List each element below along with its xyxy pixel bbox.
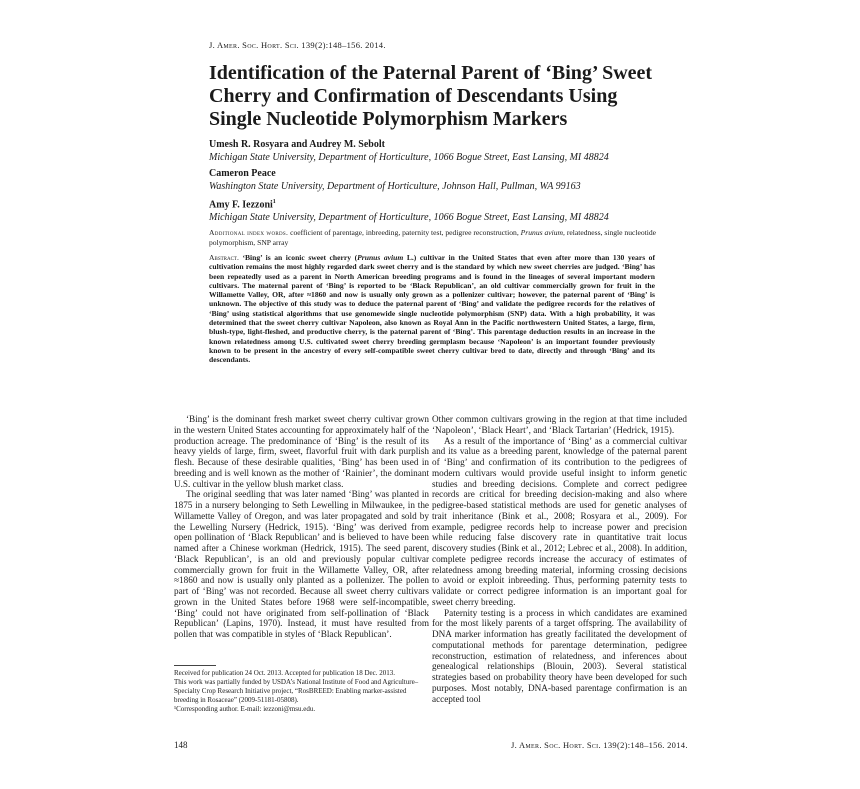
author-block-2 <box>209 167 679 193</box>
footnote: Received for publication 24 Oct. 2013. Accepted for publication 18 Dec. 2013. <box>174 669 396 677</box>
author-name: Cameron Peace <box>209 168 276 179</box>
footnote: ¹Corresponding author. E-mail: iezzoni@msu.edu. <box>174 704 316 713</box>
page-number: 148 <box>174 740 188 750</box>
footnote: This work was partially funded by USDA’s National Institute of Food and Agriculture–Specialty Crop Research Initiative project, “RosBREED: Enabling marker-assisted breeding in Rosaceae” (2009-51181-05808). <box>174 677 419 704</box>
keywords-label: Additional index words. <box>209 228 289 237</box>
abstract-text-start: ‘Bing’ is an iconic sweet cherry ( <box>242 253 358 262</box>
author-affiliation: Michigan State University, Department of Horticulture, 1066 Bogue Street, East Lansing, MI 48824 <box>209 152 609 163</box>
author-affiliation: Washington State University, Department of Horticulture, Johnson Hall, Pullman, WA 99163 <box>209 181 581 192</box>
body-paragraph: ‘Bing’ is the dominant fresh market sweet cherry cultivar grown in the western United States accounting for approximately half of the production acreage. The predominance of ‘Bing’ is the result of its heavy yields of large, firm, sweet, flavorful fruit with dark purplish flesh. Because of these desirable qualities, ‘Bing’ has been used in breeding and is well known as the mother of ‘Rainier’, the dominant U.S. cultivar in the yellow blush market class. <box>174 414 429 489</box>
body-paragraph: Paternity testing is a process in which candidates are examined for the most likely parents of a target offspring. The availability of DNA marker information has greatly facilitated the development of computational methods for parentage determination, pedigree reconstruction, estimation of relatedness, and inferences about genealogical relationships (Blouin, 2003). Several statistical strategies based on probability theory have been developed for such purposes. Most notably, DNA-based parentage confirmation is an accepted tool <box>432 607 687 704</box>
author-block-3 <box>209 196 679 224</box>
abstract-block <box>209 253 655 365</box>
abstract-text-rest: L.) cultivar in the United States that even after more than 130 years of cultivation remains the most highly regarded dark sweet cherry and is the standard by which new sweet cherries are judged. ‘Bing’ has been repeatedly used as a parent in North American breeding programs and is found in the lineages of several important modern cultivars. The maternal parent of ‘Bing’ is reported to be ‘Black Republican’, an old cultivar commercially grown for fruit in the Willamette Valley, OR, after ≈1860 and now is usually only grown as a pollenizer cultivar; however, the paternal parent of ‘Bing’ is unknown. The objective of this study was to deduce the paternal parent of ‘Bing’ and validate the pedigree records for the relatives of ‘Bing’ using statistical algorithms that use genomewide single nucleotide polymorphism (SNP) data. With a high probability, it was determined that the sweet cherry cultivar Napoleon, also known as Royal Ann in the Pacific northwestern United States, a large, firm, blush-type, light-fleshed, and productive cherry, is the paternal parent of ‘Bing’. This parentage deduction results in an increase in the known relatedness among U.S. cultivated sweet cherry breeding germplasm because ‘Napoleon’ is an important founder previously known to be present in the ancestry of every self-compatible sweet cherry cultivar bred to date, directly and through ‘Bing’ and its descendants. <box>209 253 656 365</box>
author-affiliation: Michigan State University, Department of Horticulture, 1066 Bogue Street, East Lansing, MI 48824 <box>209 212 609 224</box>
body-paragraph: As a result of the importance of ‘Bing’ as a commercial cultivar and its value as a breeding parent, knowledge of the paternal parent of ‘Bing’ and confirmation of its contribution to the pedigrees of modern cultivars would provide useful insight to inform genetic studies and breeding decisions. Complete and correct pedigree records are critical for breeding decision-making and also where pedigree-based statistical methods are used for genetic analyses of trait inheritance (Bink et al., 2008; Rosyara et al., 2009). For example, pedigree records help to increase power and precision while reducing false discovery rate in quantitative trait locus discovery studies (Bink et al., 2012; Lebrec et al., 2008). In addition, complete pedigree records increase the accuracy of estimates of relatedness among breeding material, informing crossing decisions to avoid or exploit inbreeding. Thus, performing paternity tests to validate or correct pedigree information is an important goal for sweet cherry breeding. <box>432 435 687 607</box>
journal-header-citation: J. Amer. Soc. Hort. Sci. 139(2):148–156. 2014. <box>209 40 386 50</box>
corresponding-author-mark: 1 <box>272 199 276 205</box>
author-name: Umesh R. Rosyara and Audrey M. Sebolt <box>209 139 385 150</box>
keywords-text: coefficient of parentage, inbreeding, paternity test, pedigree reconstruction, <box>290 228 519 237</box>
body-column-left <box>174 414 429 640</box>
keywords-text-continued: relatedness, single nucleotide polymorphism, SNP array <box>209 228 657 248</box>
author-name: Amy F. Iezzoni$^1$ <box>209 199 276 211</box>
body-paragraph: Other common cultivars growing in the region at that time included ‘Napoleon’, ‘Black Heart’, and ‘Black Tartarian’ (Hedrick, 1915). <box>432 414 687 435</box>
footnotes-block <box>174 669 429 714</box>
abstract-species-name: Prunus avium <box>357 253 404 262</box>
footer-journal-citation: J. Amer. Soc. Hort. Sci. 139(2):148–156. 2014. <box>511 740 688 750</box>
body-paragraph: The original seedling that was later named ‘Bing’ was planted in 1875 in a nursery belonging to Seth Lewelling in Milwaukee, in the Willamette Valley of Oregon, and was later propagated and sold by the Lewelling Nursery (Hedrick, 1915). ‘Bing’ was derived from open pollination of ‘Black Republican’ and is believed to have been named after a Chinese workman (Hedrick, 1915). The seed parent, ‘Black Republican’, is an old and previously popular cultivar commercially grown for fruit in the Willamette Valley, OR, after ≈1860 and now is usually only planted as a pollenizer. The pollen part of ‘Bing’ was not recorded. Because all sweet cherry cultivars grown in the United States before 1968 were self-incompatible, ‘Bing’ could not have originated from self-pollination of ‘Black Republican’ (Lapins, 1970). Instead, it must have resulted from pollen that was compatible in styles of ‘Black Republican’. <box>174 489 429 639</box>
keywords-block <box>209 228 679 249</box>
body-column-right <box>432 414 687 704</box>
footnote-divider <box>174 665 216 666</box>
author-block-1 <box>209 138 679 164</box>
article-title: Identification of the Paternal Parent of ‘Bing’ Sweet Cherry and Confirmation of Descendants Using Single Nucleotide Polymorphism Markers <box>209 62 653 130</box>
abstract-label: Abstract. <box>209 253 239 262</box>
keywords-italic-term: Prunus avium, <box>520 228 565 237</box>
